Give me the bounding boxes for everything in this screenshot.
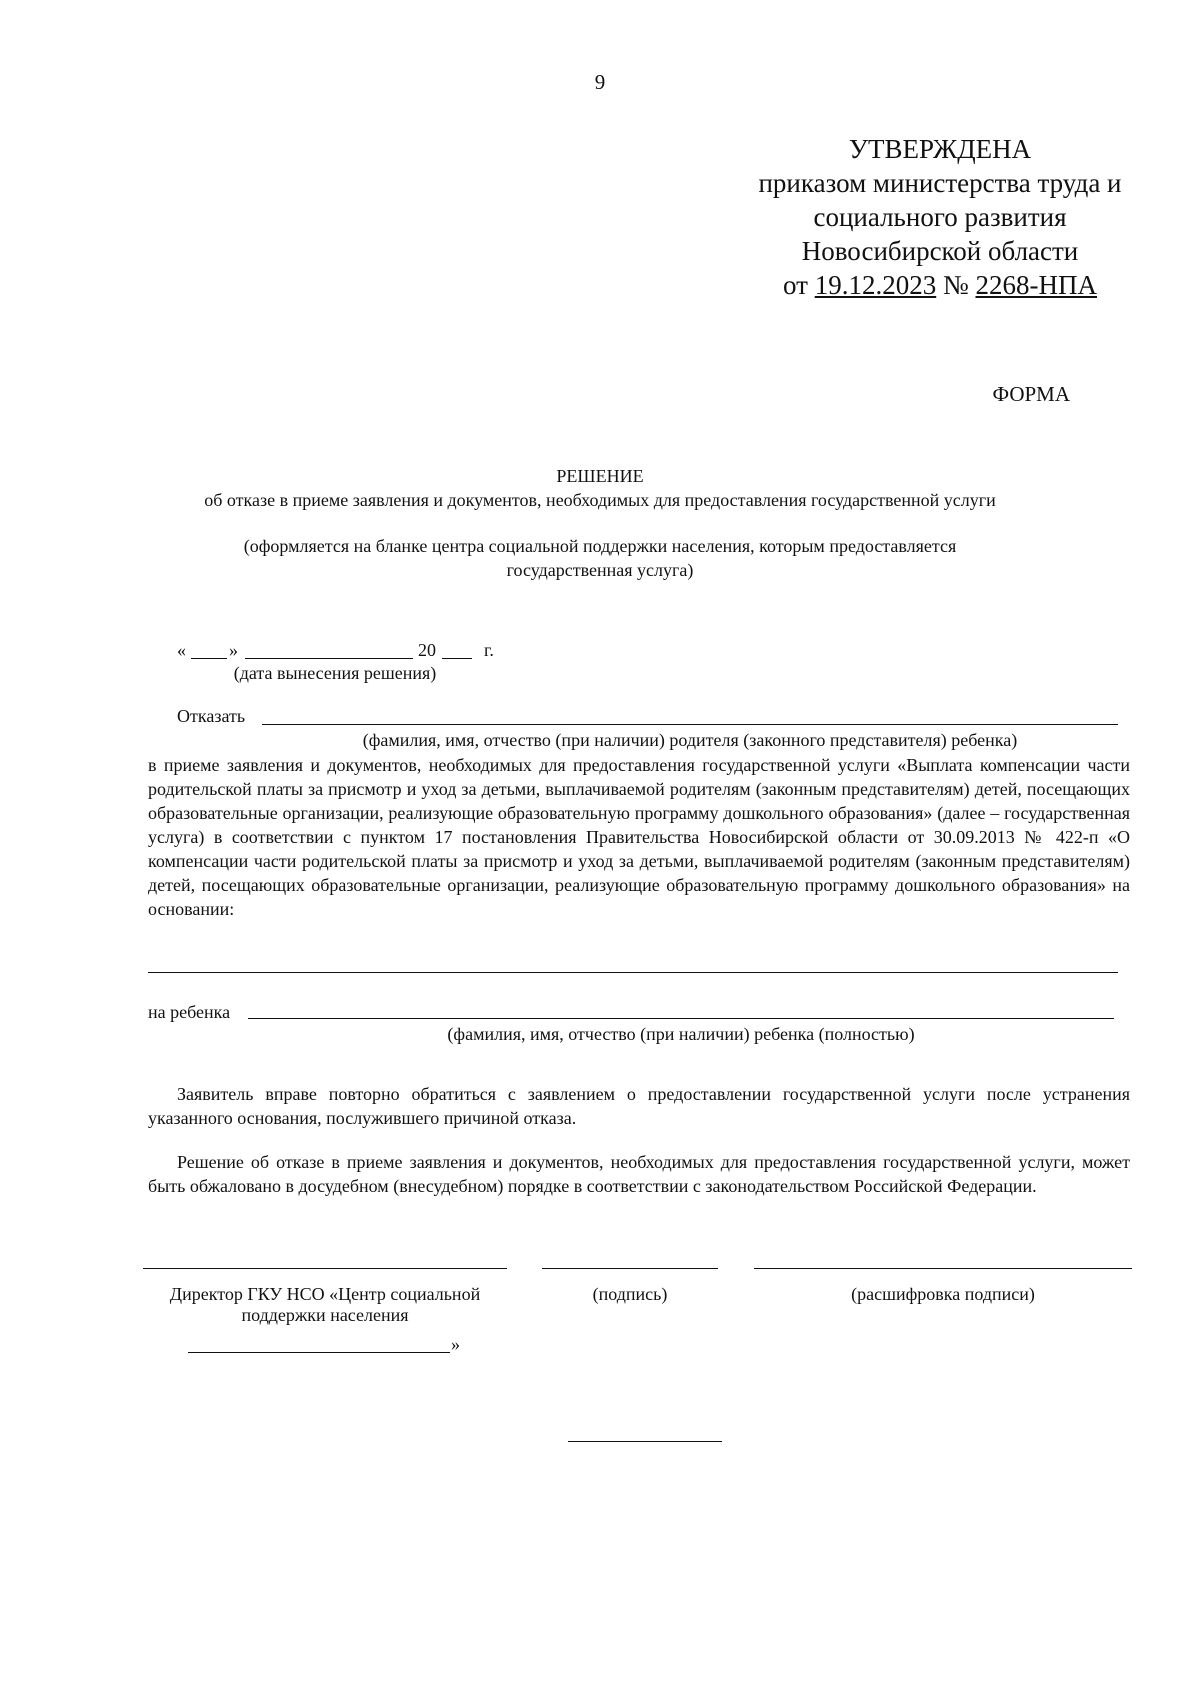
reapply-paragraph: Заявитель вправе повторно обратиться с заявлением о предоставлении государственной услуги после устранения указанного основания, послужившего причиной отказа. (148, 1084, 1130, 1128)
approval-line-4: Новосибирской области (801, 236, 1079, 266)
center-name-blank[interactable] (188, 1352, 450, 1353)
date-open-quote: « (177, 640, 186, 660)
form-label: ФОРМА (992, 382, 1070, 406)
signature-caption: (подпись) (592, 1284, 668, 1304)
day-blank[interactable] (191, 658, 227, 659)
document-note (0, 534, 1200, 582)
date-caption: (дата вынесения решения) (233, 663, 437, 683)
approval-line-3: социального развития (813, 202, 1067, 232)
approval-line-2: приказом министерства труда и (758, 168, 1122, 198)
director-signature-line[interactable] (143, 1268, 507, 1269)
decoding-caption: (расшифровка подписи) (851, 1284, 1035, 1304)
approval-number-prefix: № (942, 270, 969, 300)
date-close-quote: » (229, 640, 238, 660)
appeal-paragraph: Решение об отказе в приеме заявления и документов, необходимых для предоставления государственной услуги, может быть обжаловано в досудебном (внесудебном) порядке в соответствии с законодательством Российской Федерации. (148, 1152, 1130, 1196)
document-title: РЕШЕНИЕ (556, 466, 644, 486)
page-number: 9 (594, 70, 606, 94)
approval-date: 19.12.2023 (814, 270, 937, 300)
refuse-text: в приеме заявления и документов, необходимых для предоставления государственной услуги «Выплата компенсации части родительской платы за присмотр и уход за детьми, выплачиваемой родителям (законным представителям) детей, посещающих образовательные организации, реализующие образовательную программу дошкольного образования» (далее – государственная услуга) в соответствии с пунктом 17 постановления Правительства Новосибирской области от 30.09.2013 № 422-п «О компенсации части родительской платы за присмотр и уход за детьми, выплачиваемой родителям (законным представителям) детей, посещающих образовательные организации, реализующие образовательную программу дошкольного образования» на основании: (148, 755, 1130, 919)
decoding-line[interactable] (754, 1268, 1132, 1269)
refuse-label: Отказать (177, 706, 246, 726)
note-line-2: государственная услуга) (506, 560, 694, 580)
note-line-1: (оформляется на бланке центра социальной поддержки населения, которым предоставляется (243, 536, 957, 556)
child-name-caption: (фамилия, имя, отчество (при наличии) ребенка (полностью) (447, 1024, 915, 1044)
director-caption (143, 1284, 507, 1326)
month-blank[interactable] (245, 658, 413, 659)
year-blank[interactable] (442, 658, 472, 659)
child-label: на ребенка (148, 1002, 231, 1022)
grounds-blank[interactable] (148, 972, 1118, 973)
end-divider (568, 1441, 722, 1442)
director-caption-line-2: поддержки населения (241, 1305, 409, 1325)
signature-line[interactable] (542, 1268, 718, 1269)
approval-number: 2268-НПА (975, 270, 1097, 300)
approval-date-line (660, 268, 1200, 302)
child-name-blank[interactable] (248, 1018, 1114, 1019)
approval-date-prefix: от (783, 270, 808, 300)
year-prefix: 20 (418, 640, 436, 660)
approval-block (660, 132, 1200, 302)
document-subtitle: об отказе в приеме заявления и документов, необходимых для предоставления государственной услуги (204, 490, 996, 510)
approval-title: УТВЕРЖДЕНА (848, 134, 1032, 164)
parent-name-caption: (фамилия, имя, отчество (при наличии) родителя (законного представителя) ребенка) (362, 730, 1018, 750)
year-suffix: г. (484, 640, 494, 660)
parent-name-blank[interactable] (262, 724, 1118, 725)
director-close-quote: » (451, 1334, 460, 1354)
director-caption-line-1: Директор ГКУ НСО «Центр социальной (169, 1284, 481, 1304)
